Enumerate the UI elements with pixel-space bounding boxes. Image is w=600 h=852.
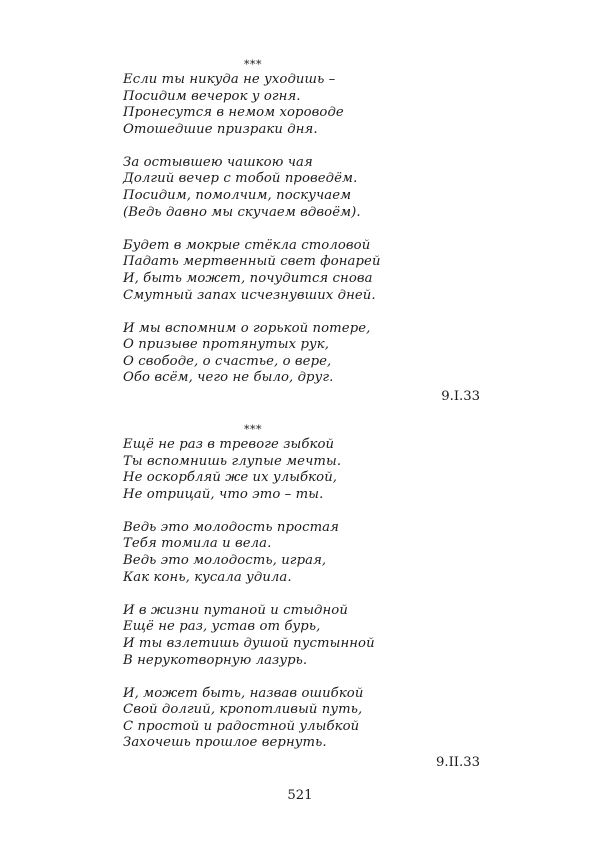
verse-line: Не оскорбляй же их улыбкой,	[123, 470, 338, 486]
stanza	[123, 155, 493, 221]
verse-line: Ещё не раз, устав от бурь,	[123, 619, 321, 635]
verse-line: Свой долгий, кропотливый путь,	[123, 702, 363, 718]
verse-line: О призыве протянутых рук,	[123, 337, 330, 353]
verse-line: Будет в мокрые стёкла столовой	[123, 237, 371, 253]
verse-line: Пронесутся в немом хороводе	[123, 105, 344, 121]
stanza	[123, 603, 493, 669]
verse-line: Захочешь прошлое вернуть.	[123, 735, 327, 751]
verse-line: И мы вспомним о горькой потере,	[123, 320, 371, 336]
stanza	[123, 437, 493, 503]
verse-line: Отошедшие призраки дня.	[123, 121, 318, 137]
verse-line: В нерукотворную лазурь.	[123, 652, 308, 668]
verse-line: Как конь, кусала удила.	[123, 569, 292, 585]
poem-separator: ***	[244, 423, 262, 436]
verse-line: Долгий вечер с тобой проведём.	[123, 171, 358, 187]
verse-line: Ты вспомнишь глупые мечты.	[123, 453, 342, 469]
poem-separator: ***	[244, 58, 262, 71]
verse-line: Не отрицай, что это – ты.	[123, 486, 324, 502]
verse-line: Обо всём, чего не было, друг.	[123, 370, 334, 386]
verse-line: И в жизни путаной и стыдной	[123, 602, 348, 618]
verse-line: Тебя томила и вела.	[123, 536, 272, 552]
stanza	[123, 520, 493, 586]
stanza	[123, 321, 493, 387]
verse-line: Смутный запах исчезнувших дней.	[123, 287, 376, 303]
verse-line: С простой и радостной улыбкой	[123, 718, 360, 734]
verse-line: О свободе, о счастье, о вере,	[123, 353, 332, 369]
verse-line: (Ведь давно мы скучаем вдвоём).	[123, 204, 361, 220]
poem-1	[123, 58, 493, 387]
poem-date: 9.I.33	[441, 389, 480, 404]
verse-line: Ещё не раз в тревоге зыбкой	[123, 437, 335, 452]
stanza	[123, 686, 493, 752]
verse-line: И ты взлетишь душой пустынной	[123, 635, 375, 651]
verse-line: За остывшею чашкою чая	[123, 154, 313, 170]
verse-line: Посидим, помолчим, поскучаем	[123, 188, 352, 204]
page-number: 521	[287, 788, 313, 803]
verse-line: Ведь это молодость, играя,	[123, 553, 327, 569]
stanza	[123, 72, 493, 138]
verse-line: Если ты никуда не уходишь –	[123, 72, 336, 87]
poem-2	[123, 423, 493, 752]
verse-line: Ведь это молодость простая	[123, 519, 339, 535]
stanza	[123, 238, 493, 304]
poem-date: 9.II.33	[436, 755, 480, 770]
verse-line: И, может быть, назвав ошибкой	[123, 685, 364, 701]
verse-line: Падать мертвенный свет фонарей	[123, 254, 381, 270]
verse-line: Посидим вечерок у огня.	[123, 88, 301, 104]
verse-line: И, быть может, почудится снова	[123, 270, 373, 286]
